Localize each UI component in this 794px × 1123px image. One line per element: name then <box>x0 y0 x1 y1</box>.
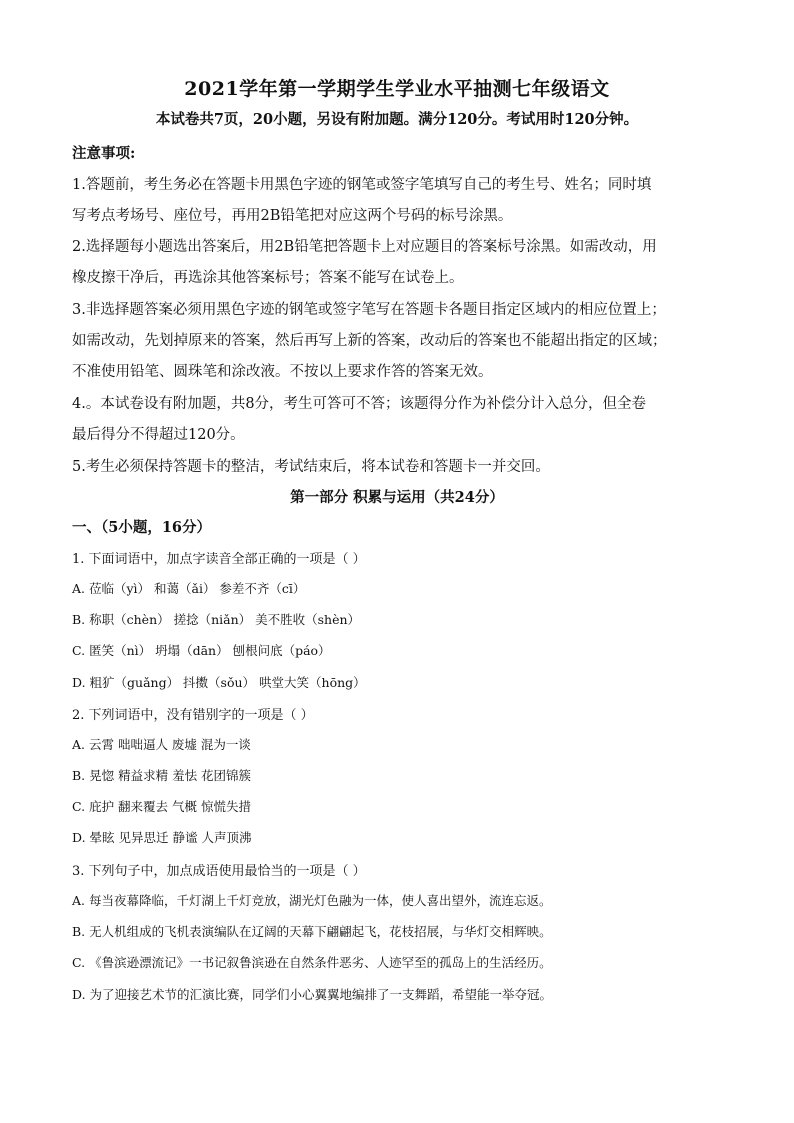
notice-line: 5.考生必须保持答题卡的整洁，考试结束后，将本试卷和答题卡一并交回。 <box>72 459 550 475</box>
exam-title: 2021学年第一学期学生学业水平抽测七年级语文 <box>184 78 610 100</box>
question-stem: 3. 下列句子中，加点成语使用最恰当的一项是（ ） <box>72 864 366 879</box>
notice-line: 4.。本试卷设有附加题，共8分，考生可答可不答；该题得分作为补偿分计入总分，但全卷 <box>72 396 647 412</box>
question-option: A. 云霄 咄咄逼人 废墟 混为一谈 <box>72 737 251 752</box>
notice-line: 写考点考场号、座位号，再用2B铅笔把对应这两个号码的标号涂黑。 <box>72 208 513 224</box>
question-option: C. 匿笑（nì） 坍塌（dān） 刨根问底（páo） <box>72 643 331 658</box>
question-option: B. 晃惚 精益求精 羞怯 花团锦簇 <box>72 768 252 783</box>
question-option: C. 《鲁滨逊漂流记》一书记叙鲁滨逊在自然条件恶劣、人迹罕至的孤岛上的生活经历。 <box>72 955 552 970</box>
part-title: 第一部分 积累与运用（共24分） <box>290 489 504 506</box>
question-option: A. 莅临（yì） 和蔼（ǎi） 参差不齐（cī） <box>72 581 306 596</box>
notice-heading: 注意事项: <box>72 145 136 162</box>
question-option: B. 称职（chèn） 搓捻（niǎn） 美不胜收（shèn） <box>72 612 361 627</box>
question-stem: 1. 下面词语中，加点字读音全部正确的一项是（ ） <box>72 552 366 567</box>
question-option: B. 无人机组成的飞机表演编队在辽阔的天幕下翩翩起飞，花枝招展，与华灯交相辉映。 <box>72 924 552 939</box>
notice-line: 1.答题前，考生务必在答题卡用黑色字迹的钢笔或签字笔填写自己的考生号、姓名；同时填 <box>72 177 652 193</box>
notice-line: 最后得分不得超过120分。 <box>72 427 245 443</box>
question-stem: 2. 下列词语中，没有错别字的一项是（ ） <box>72 708 314 723</box>
section-heading: 一、（5小题，16分） <box>72 519 212 536</box>
question-option: D. 粗犷（guǎng） 抖擞（sǒu） 哄堂大笑（hōng） <box>72 675 366 690</box>
question-option: C. 庇护 翻来覆去 气概 惊慌失措 <box>72 799 251 814</box>
exam-subtitle: 本试卷共7页，20小题，另设有附加题。满分120分。考试用时120分钟。 <box>155 111 639 128</box>
question-option: A. 每当夜幕降临，千灯湖上千灯竞放，湖光灯色融为一体，使人喜出望外，流连忘返。 <box>72 893 552 908</box>
notice-line: 如需改动，先划掉原来的答案，然后再写上新的答案，改动后的答案也不能超出指定的区域； <box>72 333 667 349</box>
notice-line: 3.非选择题答案必须用黑色字迹的钢笔或签字笔写在答题卡各题目指定区域内的相应位置上； <box>72 302 666 318</box>
notice-line: 2.选择题每小题选出答案后，用2B铅笔把答题卡上对应题目的答案标号涂黑。如需改动，用 <box>72 239 657 255</box>
notice-line: 橡皮擦干净后，再选涂其他答案标号；答案不能写在试卷上。 <box>72 270 464 286</box>
question-option: D. 晕眩 见异思迁 静谧 人声顶沸 <box>72 830 252 845</box>
notice-line: 不准使用铅笔、圆珠笔和涂改液。不按以上要求作答的答案无效。 <box>72 364 493 380</box>
question-option: D. 为了迎接艺术节的汇演比赛，同学们小心翼翼地编排了一支舞蹈，希望能一举夺冠。 <box>72 987 553 1002</box>
